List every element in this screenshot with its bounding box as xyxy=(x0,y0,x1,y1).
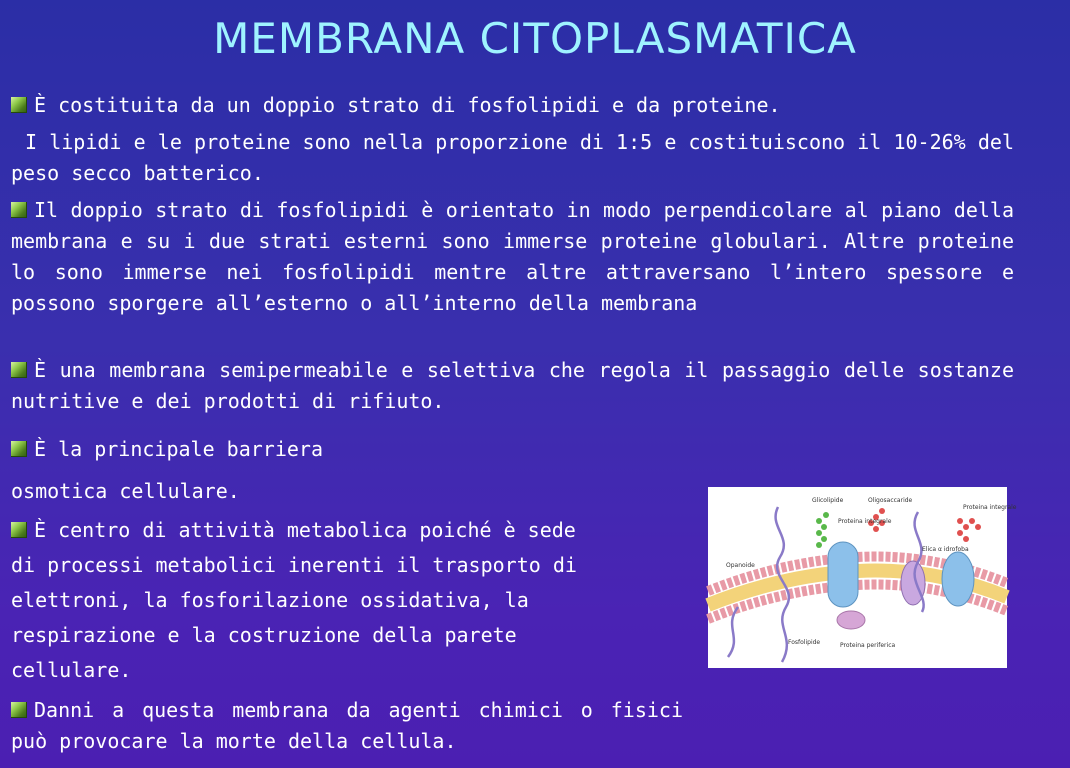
bullet-icon xyxy=(11,702,27,718)
label-proteina-integrale-left: Proteina integrale xyxy=(838,518,892,525)
slide-title: MEMBRANA CITOPLASMATICA xyxy=(213,14,857,63)
paragraph-3 xyxy=(11,195,1014,319)
bullet-icon xyxy=(11,522,27,538)
paragraph-5-text: È la principale barriera xyxy=(34,437,323,461)
label-proteina-integrale-right: Proteina integrale xyxy=(963,504,1017,511)
membrane-diagram xyxy=(708,487,1017,668)
label-elica-idrofoba: Elica α idrofoba xyxy=(922,546,969,553)
paragraph-7-line-4: respirazione e la costruzione della parete xyxy=(11,623,517,647)
paragraph-7-line-2: di processi metabolici inerenti il trasporto di xyxy=(11,553,577,577)
proteina-integrale-left-shape xyxy=(828,542,858,607)
paragraph-7 xyxy=(11,513,701,688)
paragraph-7-line-5: cellulare. xyxy=(11,658,132,682)
label-fosfolipide: Fosfolipide xyxy=(788,639,821,646)
bullet-icon xyxy=(11,202,27,218)
paragraph-8 xyxy=(11,695,683,757)
bullet-icon xyxy=(11,441,27,457)
paragraph-6-text: osmotica cellulare. xyxy=(11,479,240,503)
paragraph-1 xyxy=(11,90,1014,121)
right-chain xyxy=(957,518,981,542)
paragraph-7-line-1: È centro di attività metabolica poiché è sede xyxy=(11,513,701,548)
paragraph-4 xyxy=(11,355,1014,417)
paragraph-5 xyxy=(11,434,571,465)
paragraph-6 xyxy=(11,476,571,507)
paragraph-1-text: È costituita da un doppio strato di fosfolipidi e da proteine. xyxy=(34,93,781,117)
paragraph-2 xyxy=(11,127,1014,189)
bullet-icon xyxy=(11,362,27,378)
proteina-integrale-right-shape xyxy=(942,552,974,606)
paragraph-2-text: I lipidi e le proteine sono nella proporzione di 1:5 e costituiscono il 10-26% del peso secco batterico. xyxy=(11,130,1014,185)
paragraph-3-text: Il doppio strato di fosfolipidi è orientato in modo perpendicolare al piano della membrana e su i due strati esterni sono immerse proteine globulari. Altre proteine lo sono immerse nei fosfolipidi mentre altre attraversano l’intero spessore e possono sporgere all’esterno o all’interno della membrana xyxy=(11,198,1014,315)
paragraph-7-line-3: elettroni, la fosforilazione ossidativa, la xyxy=(11,588,529,612)
paragraph-8-text: Danni a questa membrana da agenti chimici o fisici può provocare la morte della cellula. xyxy=(11,698,683,753)
proteina-periferica-shape xyxy=(837,611,865,629)
label-oligosaccaride: Oligosaccaride xyxy=(868,497,913,504)
glicolipide-chain xyxy=(816,512,829,548)
label-proteina-periferica: Proteina periferica xyxy=(840,642,896,649)
bullet-icon xyxy=(11,97,27,113)
label-glicolipide: Glicolipide xyxy=(812,497,844,504)
paragraph-4-text: È una membrana semipermeabile e selettiva che regola il passaggio delle sostanze nutritive e dei prodotti di rifiuto. xyxy=(11,358,1014,413)
label-opanoide: Opanoide xyxy=(726,562,755,569)
